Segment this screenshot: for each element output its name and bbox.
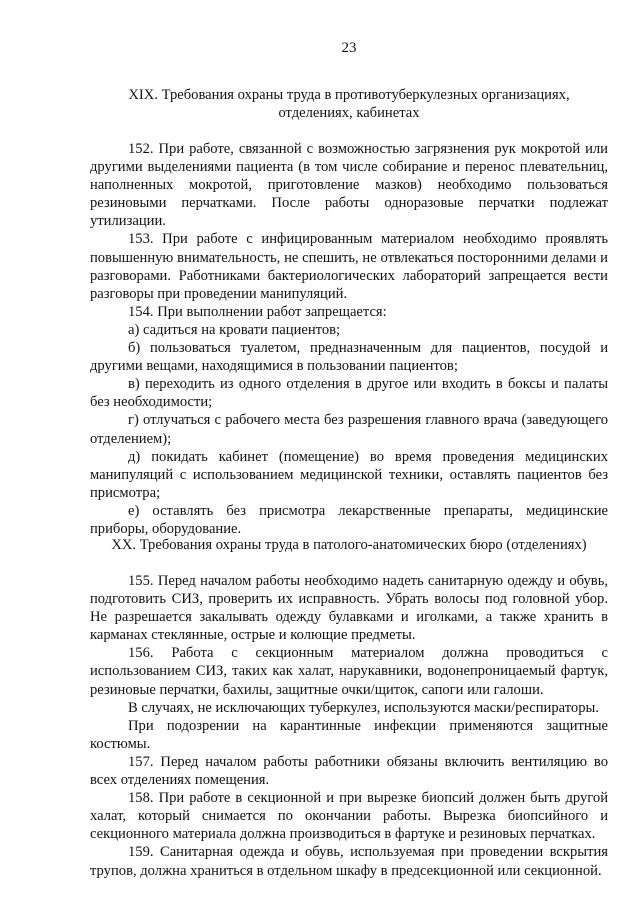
paragraph-156-tuberculosis: В случаях, не исключающих туберкулез, используются маски/респираторы. <box>128 699 599 716</box>
section-20-title: XX. Требования охраны труда в патолого-анатомических бюро (отделениях) <box>111 537 587 553</box>
list-item-d: д) покидать кабинет (помещение) во время проведения медицинских манипуляций с использованием медицинской техники, оставлять пациентов без присмотра; <box>90 448 608 501</box>
paragraph-155: 155. Перед началом работы необходимо надеть санитарную одежду и обувь, подготовить СИЗ, проверить их исправность. Убрать волосы под головной убор. Не разрешается закалывать одежду булавками и иголками, а также хранить в карманах стеклянные, острые и колющие предметы. <box>90 573 608 644</box>
document-page <box>90 0 608 905</box>
paragraph-159: 159. Санитарная одежда и обувь, используемая при проведении вскрытия трупов, должна храниться в отдельном шкафу в предсекционной или секционной. <box>90 844 608 879</box>
section-20-body <box>90 572 608 880</box>
list-item-e: е) оставлять без присмотра лекарственные препараты, медицинские приборы, оборудование. <box>90 502 608 537</box>
paragraph-156-quarantine: При подозрении на карантинные инфекции применяются защитные костюмы. <box>90 717 608 752</box>
section-19-title-line-1: XIX. Требования охраны труда в противотуберкулезных организациях, <box>128 87 570 103</box>
paragraph-152: 152. При работе, связанной с возможностью загрязнения рук мокротой или другими выделениями пациента (в том числе собирание и перенос плевательниц, наполненных мокротой, приготовление мазков) необходимо пользоваться резиновыми перчатками. После работы одноразовые перчатки подлежат утилизации. <box>90 141 608 230</box>
paragraph-153: 153. При работе с инфицированным материалом необходимо проявлять повышенную внимательность, не спешить, не отвлекаться посторонними делами и разговорами. Работниками бактериологических лабораторий запрещается вести разговоры при проведении манипуляций. <box>90 231 608 302</box>
list-item-g: г) отлучаться с рабочего места без разрешения главного врача (заведующего отделением); <box>90 412 608 447</box>
section-19-body <box>90 140 608 538</box>
section-20-heading <box>90 536 608 554</box>
paragraph-157: 157. Перед началом работы работники обязаны включить вентиляцию во всех отделениях помещения. <box>90 753 608 789</box>
paragraph-154: 154. При выполнении работ запрещается: <box>128 303 387 320</box>
paragraph-158: 158. При работе в секционной и при вырезке биопсий должен быть другой халат, который снимается по окончании работы. Вырезка биопсийного и секционного материала должна производиться в фартуке и резиновых перчатках. <box>90 790 608 843</box>
section-19-title-line-2: отделениях, кабинетах <box>278 105 420 121</box>
page-number: 23 <box>341 40 357 56</box>
list-item-b: б) пользоваться туалетом, предназначенным для пациентов, посудой и другими вещами, находящимися в пользовании пациентов; <box>90 340 608 375</box>
list-item-a: а) садиться на кровати пациентов; <box>128 321 341 338</box>
section-19-heading <box>90 86 608 122</box>
list-item-v: в) переходить из одного отделения в другое или входить в боксы и палаты без необходимости; <box>90 376 608 411</box>
paragraph-156: 156. Работа с секционным материалом должна проводиться с использованием СИЗ, таких как халат, нарукавники, водонепроницаемый фартук, резиновые перчатки, бахилы, защитные очки/щиток, сапоги или галоши. <box>90 645 608 698</box>
